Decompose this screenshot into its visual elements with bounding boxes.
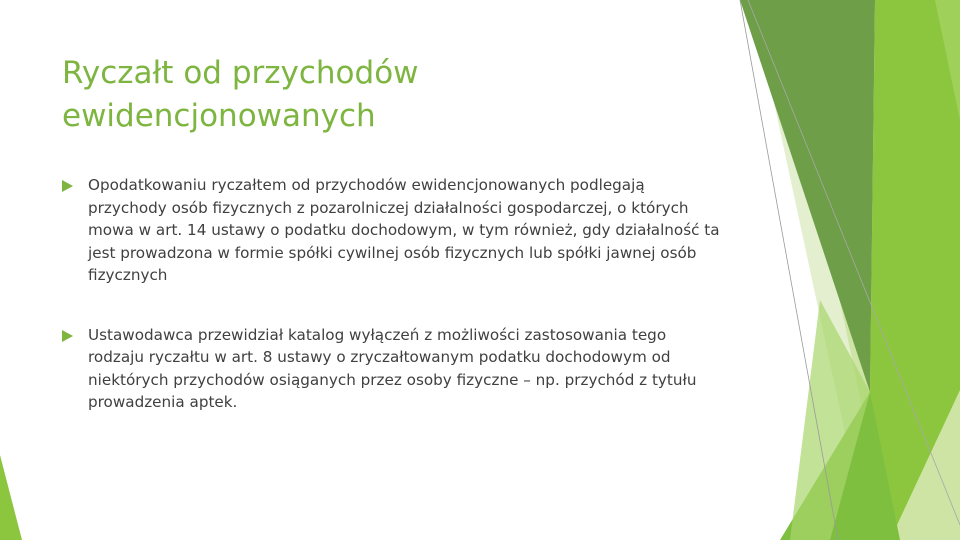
bullet-item-1 xyxy=(60,174,720,287)
title-line-1: Ryczałt od przychodów xyxy=(62,55,419,91)
title-line-2: ewidencjonowanych xyxy=(62,98,376,134)
left-accent-strip xyxy=(0,455,22,540)
bullet-text-2: Ustawodawca przewidział katalog wyłączeń z możliwości zastosowania tego rodzaju ryczałtu w art. 8 ustawy o zryczałtowanym podatku dochodowym od niektórych przychodów osiąganych przez osoby fizyczne – np. przychód z tytułu prowadzenia aptek. xyxy=(88,325,697,411)
bullet-list xyxy=(60,174,720,451)
arrow-bullet-icon xyxy=(62,180,73,192)
right-facet-dark xyxy=(740,0,875,392)
slide-title xyxy=(62,52,682,138)
bullet-item-2 xyxy=(60,324,720,414)
bullet-text-1: Opodatkowaniu ryczałtem od przychodów ewidencjonowanych podlegają przychody osób fizycznych z pozarolniczej działalności gospodarczej, o których mowa w art. 14 ustawy o podatku dochodowym, w tym również, gdy działalność ta jest prowadzona w formie spółki cywilnej osób fizycznych lub spółki jawnej osób fizycznych xyxy=(88,176,720,284)
arrow-bullet-icon xyxy=(62,330,73,342)
